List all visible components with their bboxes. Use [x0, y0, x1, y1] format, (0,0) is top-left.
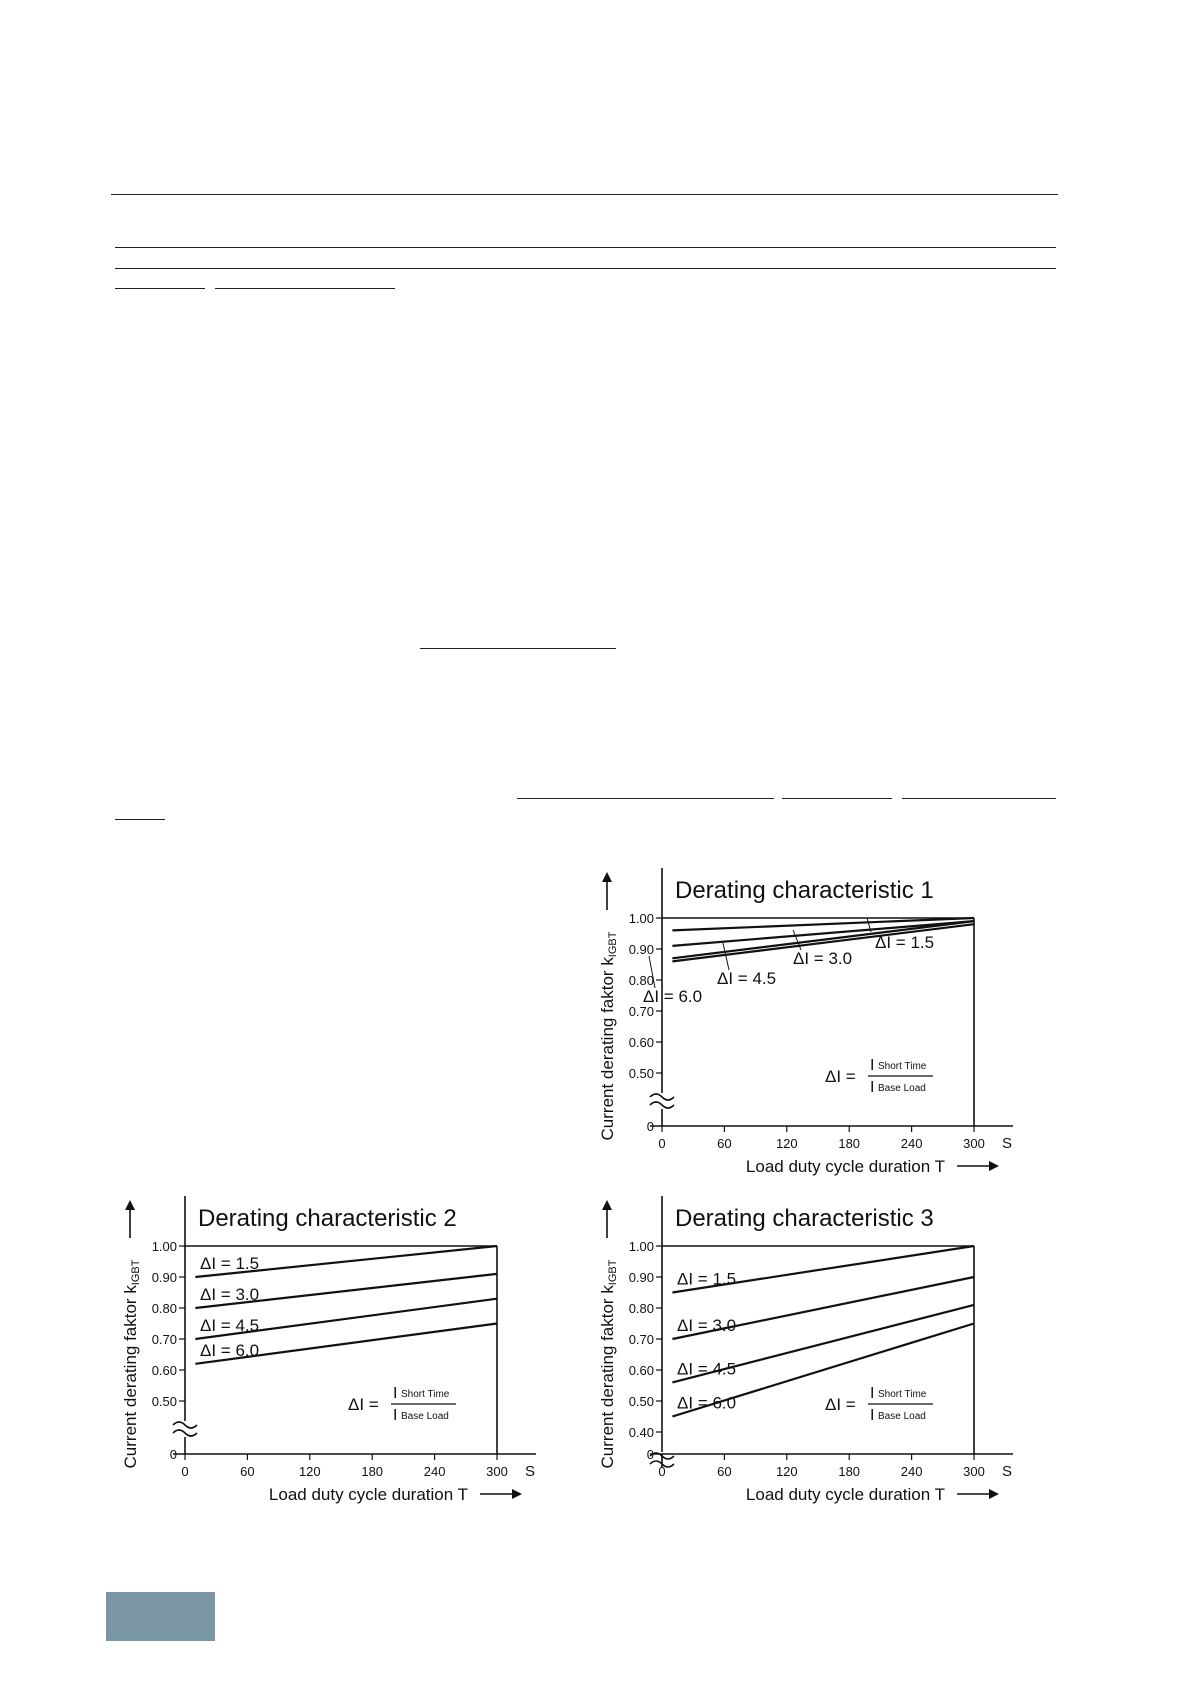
- y-tick-label: 0.70: [628, 1004, 654, 1019]
- x-tick-label: 240: [900, 1136, 923, 1151]
- formula-numerator-main: I: [393, 1385, 398, 1402]
- series-label: ΔI = 3.0: [677, 1316, 737, 1335]
- y-tick-label: 0: [646, 1119, 654, 1134]
- x-tick-label: 60: [717, 1136, 732, 1151]
- y-tick-label: 0.60: [151, 1363, 177, 1378]
- derating-chart-1: [585, 868, 1035, 1188]
- series-label: ΔI = 1.5: [200, 1254, 260, 1273]
- x-axis-label: Load duty cycle duration T: [745, 1485, 945, 1504]
- formula-lhs: ΔI =: [825, 1395, 856, 1414]
- text-underline: [215, 288, 395, 289]
- y-axis-label-sub: IGBT: [607, 931, 619, 958]
- series-label: ΔI = 6.0: [643, 987, 703, 1006]
- y-tick-label: 0.70: [151, 1332, 177, 1347]
- x-tick-label: 0: [181, 1464, 189, 1479]
- formula-numerator-main: I: [870, 1385, 875, 1402]
- series-label: ΔI = 3.0: [793, 949, 853, 968]
- y-tick-label: 0: [646, 1447, 654, 1462]
- series-label: ΔI = 6.0: [677, 1393, 737, 1413]
- series-label: ΔI = 3.0: [200, 1285, 260, 1304]
- x-tick-label: 120: [775, 1464, 798, 1479]
- chart-title: Derating characteristic 3: [675, 1205, 934, 1232]
- formula-lhs: ΔI =: [348, 1395, 379, 1414]
- formula-denominator-main: I: [393, 1407, 398, 1424]
- y-tick-label: 0.80: [151, 1301, 177, 1316]
- series-leader-line: [723, 943, 729, 970]
- text-underline: [115, 268, 1056, 269]
- x-axis-arrow-icon: [512, 1489, 522, 1499]
- y-axis-label-main: Current derating faktor k: [598, 957, 617, 1141]
- y-axis-label-sub: IGBT: [130, 1259, 142, 1286]
- series-label: ΔI = 1.5: [875, 933, 935, 952]
- text-underline: [420, 648, 616, 649]
- x-unit-label: S: [525, 1463, 536, 1480]
- text-underline: [115, 288, 205, 289]
- formula-numerator-main: I: [870, 1057, 875, 1074]
- x-tick-label: 180: [361, 1464, 384, 1479]
- y-tick-label: 0.60: [628, 1035, 654, 1050]
- derating-chart-3: [585, 1196, 1035, 1516]
- derating-chart-2: [108, 1196, 558, 1516]
- x-tick-label: 180: [838, 1464, 861, 1479]
- x-axis-arrow-icon: [989, 1489, 999, 1499]
- derating-chart-3-svg: [585, 1196, 1035, 1516]
- y-tick-label: 0.40: [628, 1425, 654, 1440]
- y-axis-label-main: Current derating faktor k: [598, 1285, 617, 1469]
- series-label: ΔI = 1.5: [677, 1269, 737, 1289]
- y-axis-label: [121, 1259, 142, 1468]
- x-tick-label: 300: [963, 1464, 985, 1479]
- x-axis-label: Load duty cycle duration T: [745, 1157, 945, 1176]
- x-tick-label: 60: [717, 1464, 732, 1479]
- x-tick-label: 120: [775, 1136, 798, 1151]
- series-label: ΔI = 4.5: [200, 1316, 260, 1335]
- formula-denominator-sub: Base Load: [878, 1083, 926, 1094]
- x-tick-label: 300: [486, 1464, 508, 1479]
- x-tick-label: 0: [658, 1136, 666, 1151]
- series-label: ΔI = 6.0: [200, 1340, 260, 1360]
- x-tick-label: 180: [838, 1136, 861, 1151]
- formula-lhs: ΔI =: [825, 1067, 856, 1086]
- y-tick-label: 1.00: [628, 1239, 654, 1254]
- formula-denominator-main: I: [870, 1407, 875, 1424]
- x-tick-label: 120: [298, 1464, 321, 1479]
- chart-title: Derating characteristic 2: [198, 1205, 457, 1232]
- formula-numerator-sub: Short Time: [401, 1389, 450, 1400]
- x-axis-label: Load duty cycle duration T: [268, 1485, 468, 1504]
- y-axis-label: [598, 931, 619, 1140]
- x-unit-label: S: [1002, 1463, 1013, 1480]
- axis-break-icon: [650, 1094, 674, 1108]
- x-tick-label: 240: [900, 1464, 923, 1479]
- formula-denominator-sub: Base Load: [878, 1411, 926, 1422]
- y-tick-label: 0.70: [628, 1332, 654, 1347]
- text-underline: [115, 819, 165, 820]
- y-tick-label: 0.90: [151, 1270, 177, 1285]
- y-tick-label: 1.00: [151, 1239, 177, 1254]
- y-tick-label: 0.60: [628, 1363, 654, 1378]
- chart-title: Derating characteristic 1: [675, 877, 934, 904]
- y-axis-label-main: Current derating faktor k: [121, 1285, 140, 1469]
- formula-numerator-sub: Short Time: [878, 1389, 927, 1400]
- x-tick-label: 0: [658, 1464, 666, 1479]
- header-rule: [111, 194, 1058, 195]
- y-tick-label: 0.90: [628, 942, 654, 957]
- x-tick-label: 60: [240, 1464, 255, 1479]
- y-axis-label-sub: IGBT: [607, 1259, 619, 1286]
- y-tick-label: 0.50: [628, 1394, 654, 1409]
- y-tick-label: 0.80: [628, 973, 654, 988]
- y-tick-label: 0: [169, 1447, 177, 1462]
- x-tick-label: 300: [963, 1136, 985, 1151]
- series-label: ΔI = 4.5: [717, 969, 777, 988]
- y-axis-arrow-icon: [602, 872, 612, 882]
- formula-denominator-main: I: [870, 1079, 875, 1096]
- y-tick-label: 0.50: [628, 1066, 654, 1081]
- y-tick-label: 0.50: [151, 1394, 177, 1409]
- x-unit-label: S: [1002, 1135, 1013, 1152]
- y-tick-label: 0.90: [628, 1270, 654, 1285]
- text-underline: [115, 247, 1056, 248]
- axis-break-icon: [173, 1422, 197, 1436]
- derating-chart-2-svg: [108, 1196, 558, 1516]
- footer-page-block: [106, 1592, 215, 1641]
- formula-numerator-sub: Short Time: [878, 1061, 927, 1072]
- x-tick-label: 240: [423, 1464, 446, 1479]
- y-axis-arrow-icon: [125, 1200, 135, 1210]
- text-underline: [517, 798, 774, 799]
- derating-chart-1-svg: [585, 868, 1035, 1188]
- y-tick-label: 0.80: [628, 1301, 654, 1316]
- y-axis-arrow-icon: [602, 1200, 612, 1210]
- y-tick-label: 1.00: [628, 911, 654, 926]
- text-underline: [902, 798, 1056, 799]
- series-label: ΔI = 4.5: [677, 1359, 737, 1379]
- y-axis-label: [598, 1259, 619, 1468]
- formula-denominator-sub: Base Load: [401, 1411, 449, 1422]
- text-underline: [782, 798, 892, 799]
- x-axis-arrow-icon: [989, 1161, 999, 1171]
